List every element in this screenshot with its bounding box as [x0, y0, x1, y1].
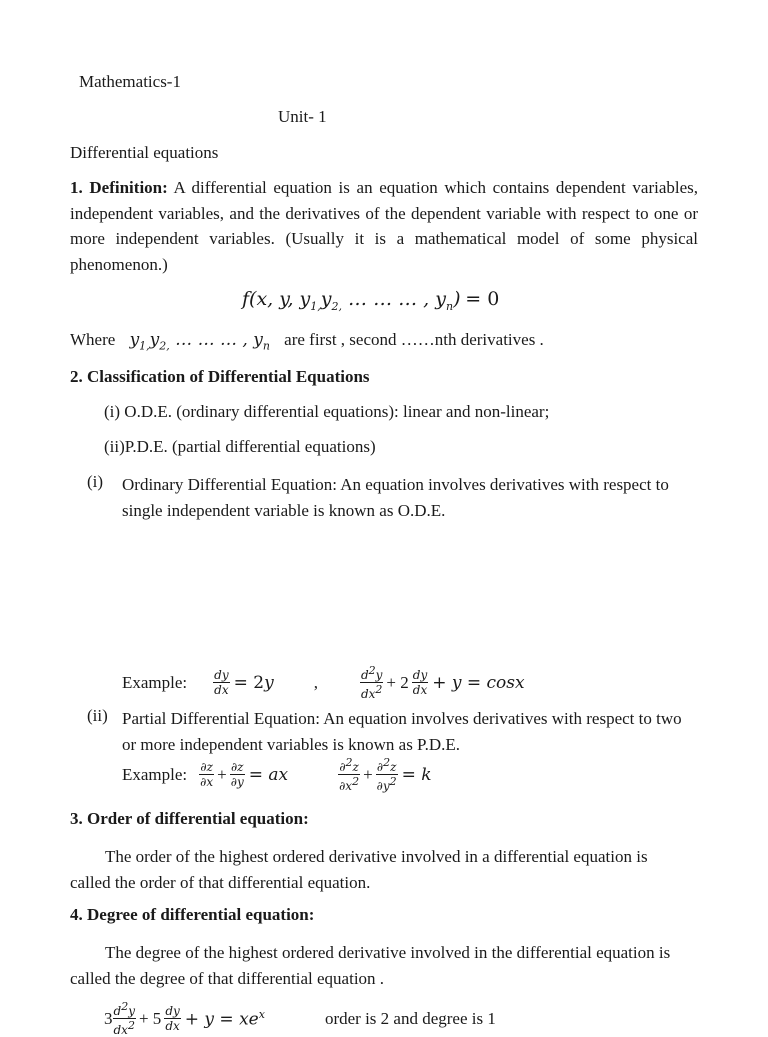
order-body: The order of the highest ordered derivative involved in a differential equation is called the order of that differential equation.: [70, 847, 648, 892]
unit-title: Unit- 1: [278, 107, 327, 126]
order-heading: 3. Order of differential equation:: [70, 809, 309, 828]
degree-body: The degree of the highest ordered derivative involved in the differential equation is called the degree of that differential equation .: [70, 943, 671, 988]
ode-example-label: Example:: [122, 672, 188, 692]
definition-paragraph: [70, 175, 698, 277]
where-text: are first , second ……nth derivatives .: [284, 330, 544, 349]
pde-definition: Partial Differential Equation: An equation involves derivatives with respect to two or more independent variables is known as P.D.E.: [122, 709, 682, 754]
degree-example: 3 $\frac{d^2y}{dx^2}$ + 5 $\frac{dy}{dx}$ + $y = xe^x$ order is 2 and degree is 1: [104, 1000, 496, 1037]
equation-rhs: = 0: [465, 288, 500, 310]
degree-example-result: order is 2 and degree is 1: [324, 1008, 496, 1028]
pde-example-label: Example:: [122, 764, 188, 784]
where-line: Where $y_{1,}y_{2,}$ … … … , $y_n$ are first , second ……nth derivatives .: [70, 330, 544, 353]
ode-example: Example: $\frac{dy}{dx}$ = 2y , $\frac{d^2y}{dx^2}$ + 2 $\frac{dy}{dx}$ + y = cosx: [122, 664, 525, 701]
pde-marker: (ii): [87, 706, 108, 725]
pde-example: Example: $\frac{\partial z}{\partial x}$ + $\frac{\partial z}{\partial y}$ = ax $\frac{\partial^2z}{\partial x^2}$ + $\frac{\partial^2z}{\partial y^2}$ = k: [122, 756, 432, 793]
ode-marker: (i): [87, 472, 104, 491]
definition-equation: f(x, y, $y_{1,}y_{2,}$ … … … , $y_n) = 0$: [242, 288, 500, 313]
ode-definition: Ordinary Differential Equation: An equation involves derivatives with respect to single independent variable is known as O.D.E.: [122, 475, 669, 520]
degree-heading: 4. Degree of differential equation:: [70, 905, 315, 924]
classification-heading: 2. Classification of Differential Equations: [70, 367, 370, 386]
topic-heading: Differential equations: [70, 143, 219, 162]
definition-heading: 1. Definition:: [70, 178, 168, 197]
subject-title: Mathematics-1: [79, 72, 181, 91]
definition-body: A differential equation is an equation which contains dependent variables, independent variables, and the derivatives of the dependent variable with respect to one or more independent variables. (Usually it is a mathematical model of some physical phenomenon.): [70, 178, 699, 274]
classification-item-2: (ii)P.D.E. (partial differential equations): [104, 437, 376, 456]
classification-item-1: (i) O.D.E. (ordinary differential equations): linear and non-linear;: [104, 402, 550, 421]
equation-lhs: f: [242, 288, 250, 310]
where-label: Where: [70, 330, 116, 349]
